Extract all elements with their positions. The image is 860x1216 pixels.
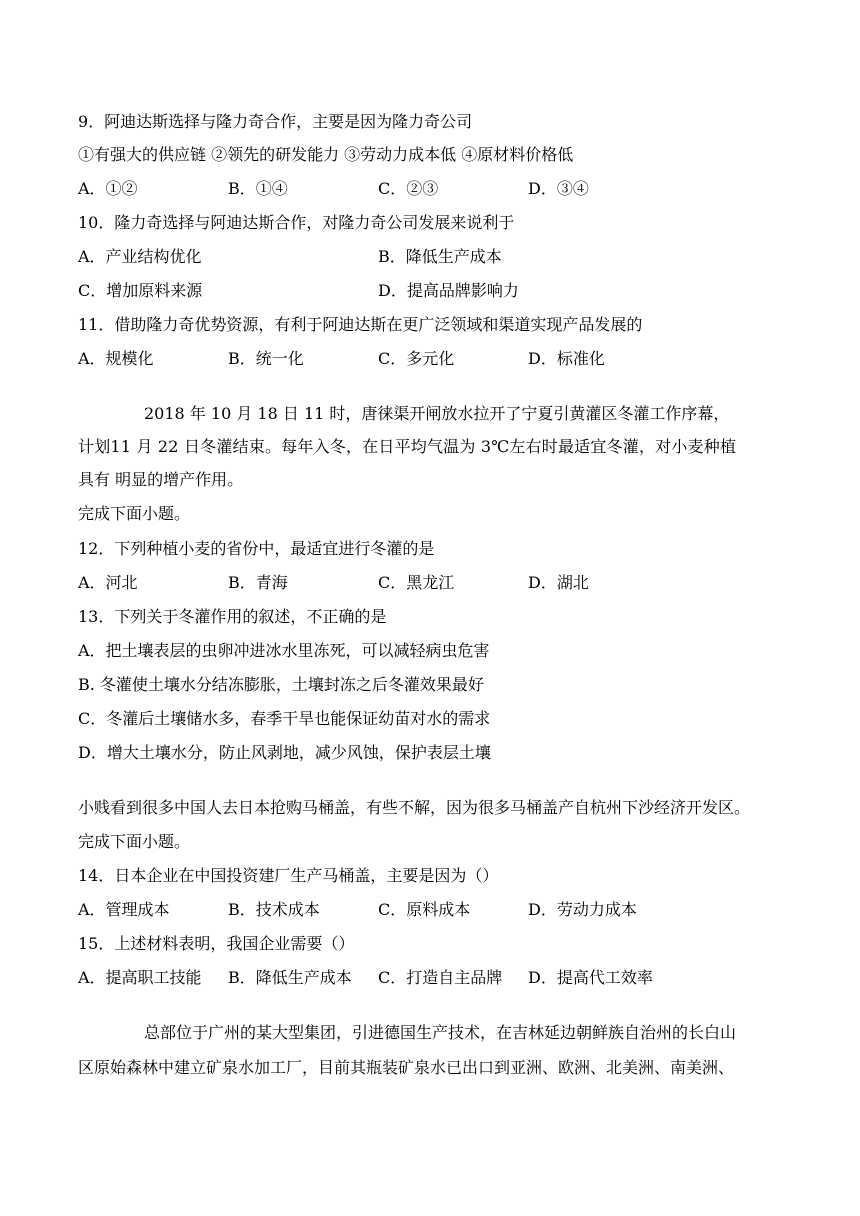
question-10-option-a: A．产业结构优化 xyxy=(78,247,202,266)
question-15-option-b: B．降低生产成本 xyxy=(228,968,352,987)
question-12-option-d: D．湖北 xyxy=(528,573,589,592)
question-14-option-b: B．技术成本 xyxy=(228,900,320,919)
question-10-stem: 10．隆力奇选择与阿迪达斯合作，对隆力奇公司发展来说利于 xyxy=(78,213,515,232)
question-10-option-b: B．降低生产成本 xyxy=(378,247,502,266)
question-10-option-d: D．提高品牌影响力 xyxy=(378,281,519,300)
question-15-option-a: A．提高职工技能 xyxy=(78,968,202,987)
question-13-option-a: A．把土壤表层的虫卵冲进冰水里冻死，可以减轻病虫危害 xyxy=(78,641,490,660)
passage-4-line-1: 总部位于广州的某大型集团，引进德国生产技术，在吉林延边朝鲜族自治州的长白山 xyxy=(144,1023,737,1042)
question-11-option-b: B．统一化 xyxy=(228,349,304,368)
passage-2-line-1: 2018 年 10 月 18 日 11 时，唐徕渠开闸放水拉开了宁夏引黄灌区冬灌工作序幕， xyxy=(144,404,730,423)
question-13-option-d: D．增大土壤水分，防止风剥地，减少风蚀，保护表层土壤 xyxy=(78,743,491,762)
question-11-stem: 11．借助隆力奇优势资源，有利于阿迪达斯在更广泛领域和渠道实现产品发展的 xyxy=(78,315,643,334)
question-14-option-a: A．管理成本 xyxy=(78,900,170,919)
question-9-option-d: D．③④ xyxy=(528,179,589,198)
question-9-option-b: B．①④ xyxy=(228,179,288,198)
question-14-option-d: D．劳动力成本 xyxy=(528,900,637,919)
question-11-option-a: A．规模化 xyxy=(78,349,154,368)
question-15-stem: 15．上述材料表明，我国企业需要（） xyxy=(78,934,355,953)
passage-3-line-2: 完成下面小题。 xyxy=(78,832,191,851)
question-12-option-a: A．河北 xyxy=(78,573,138,592)
question-12-stem: 12．下列种植小麦的省份中，最适宜进行冬灌的是 xyxy=(78,539,435,558)
question-12-option-c: C．黑龙江 xyxy=(378,573,455,592)
question-9-stem: 9．阿迪达斯选择与隆力奇合作，主要是因为隆力奇公司 xyxy=(78,112,473,131)
question-13-option-c: C．冬灌后土壤储水多，春季干旱也能保证幼苗对水的需求 xyxy=(78,709,491,728)
question-11-option-d: D．标准化 xyxy=(528,349,605,368)
question-13-option-b: B. 冬灌使土壤水分结冻膨胀，土壤封冻之后冬灌效果最好 xyxy=(78,675,484,694)
question-9-option-a: A．①② xyxy=(78,179,138,198)
question-9-option-c: C．②③ xyxy=(378,179,439,198)
question-15-option-c: C．打造自主品牌 xyxy=(378,968,503,987)
question-11-option-c: C．多元化 xyxy=(378,349,455,368)
question-9-items: ①有强大的供应链 ②领先的研发能力 ③劳动力成本低 ④原材料价格低 xyxy=(78,145,574,164)
passage-3-line-1: 小贱看到很多中国人去日本抢购马桶盖，有些不解，因为很多马桶盖产自杭州下沙经济开发区。 xyxy=(78,798,751,817)
question-10-option-c: C．增加原料来源 xyxy=(78,281,203,300)
question-14-stem: 14．日本企业在中国投资建厂生产马桶盖，主要是因为（） xyxy=(78,866,499,885)
question-14-option-c: C．原料成本 xyxy=(378,900,471,919)
question-12-option-b: B．青海 xyxy=(228,573,288,592)
question-13-stem: 13．下列关于冬灌作用的叙述，不正确的是 xyxy=(78,607,387,626)
passage-2-line-2: 计划11 月 22 日冬灌结束。每年入冬，在日平均气温为 3℃左右时最适宜冬灌，对小麦种植 xyxy=(78,437,737,456)
passage-2-line-3: 具有 明显的增产作用。 xyxy=(78,470,244,489)
question-15-option-d: D．提高代工效率 xyxy=(528,968,653,987)
passage-2-line-4: 完成下面小题。 xyxy=(78,504,191,523)
passage-4-line-2: 区原始森林中建立矿泉水加工厂，目前其瓶装矿泉水已出口到亚洲、欧洲、北美洲、南美洲、 xyxy=(78,1058,735,1077)
